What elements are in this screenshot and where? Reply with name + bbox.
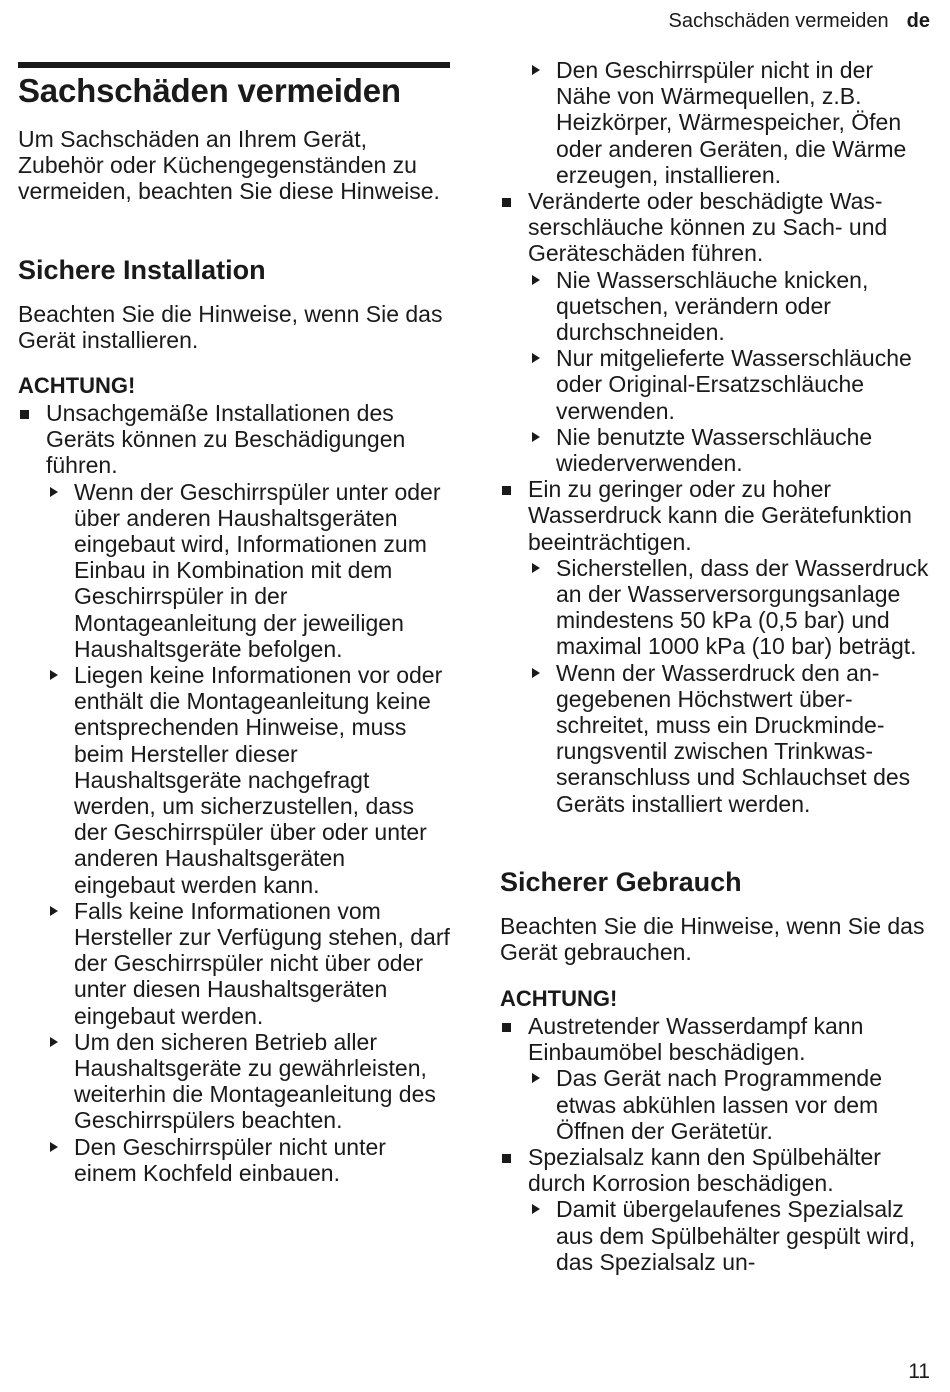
action-item — [528, 424, 932, 476]
action-item — [528, 1196, 932, 1275]
triangle-bullet-icon — [532, 275, 540, 285]
hazard-text: Spezialsalz kann den Spülbehälter durch Korrosion beschädigen. — [528, 1144, 881, 1197]
action-text: Nie Wasserschläuche knicken, quetschen, verändern oder durchschneiden. — [556, 266, 869, 346]
action-item — [46, 1134, 450, 1186]
triangle-bullet-icon — [50, 670, 58, 680]
header-section-title: Sachschäden vermeiden — [668, 10, 889, 32]
action-list — [528, 555, 932, 817]
triangle-bullet-icon — [50, 487, 58, 497]
triangle-bullet-icon — [532, 353, 540, 363]
triangle-bullet-icon — [50, 906, 58, 916]
triangle-bullet-icon — [532, 432, 540, 442]
action-text: Den Geschirrspüler nicht in der Nähe von Wärmequellen, z.B. Heizkörper, Wärmespeicher, Öfen oder anderen Geräten, die Wärme erzeugen, installieren. — [556, 57, 907, 188]
header-language-code: de — [906, 10, 930, 32]
action-item — [528, 555, 932, 660]
action-item — [528, 1065, 932, 1144]
action-item — [528, 660, 932, 817]
installation-intro: Beachten Sie die Hinweise, wenn Sie das Gerät installieren. — [18, 301, 443, 354]
usage-hazard-list — [500, 1013, 932, 1275]
usage-warning-label: ACHTUNG! — [500, 986, 618, 1011]
action-item — [528, 267, 932, 346]
action-item — [528, 345, 932, 424]
action-list-continued — [528, 57, 932, 188]
usage-heading: Sicherer Gebrauch — [500, 867, 742, 897]
triangle-bullet-icon — [532, 563, 540, 573]
hazard-text: Unsachgemäße Installationen des Geräts können zu Beschädigungen führen. — [46, 400, 406, 479]
running-header — [669, 8, 930, 34]
action-item — [46, 479, 450, 662]
installation-heading: Sichere Installation — [18, 255, 266, 285]
hazard-text: Ein zu geringer oder zu hoher Wasserdruck kann die Gerätefunktion beeinträchtigen. — [528, 476, 912, 555]
title-rule — [18, 62, 450, 68]
action-list — [528, 1196, 932, 1275]
action-text: Um den sicheren Betrieb aller Haushaltsgeräte zu gewährleisten, weiterhin die Montageanleitung des Geschirrspülers beachten. — [74, 1028, 436, 1134]
triangle-bullet-icon — [50, 1142, 58, 1152]
hazard-text: Veränderte oder beschädigte Wasserschläuche können zu Sach- und Geräteschäden führen. — [528, 188, 888, 267]
usage-intro: Beachten Sie die Hinweise, wenn Sie das Gerät gebrauchen. — [500, 913, 925, 966]
hazard-item — [500, 188, 932, 476]
triangle-bullet-icon — [532, 1204, 540, 1214]
action-item — [528, 57, 932, 188]
action-text: Damit übergelaufenes Spezialsalz aus dem Spülbehälter gespült wird, das Spezialsalz un- — [556, 1196, 916, 1275]
action-item — [46, 1029, 450, 1134]
hazard-item — [18, 400, 450, 1186]
page-number: 11 — [908, 1360, 930, 1383]
hazard-item — [500, 1144, 932, 1275]
action-text: Liegen keine Informationen vor oder enthält die Montageanleitung keine entsprechenden Hinweise, muss beim Hersteller dieser Haushaltsgeräte nachgefragt werden, um sicherzustellen, dass der Geschirrspüler über oder unter anderen Haushaltsgeräten eingebaut werden kann. — [74, 662, 443, 898]
page-title: Sachschäden vermeiden — [18, 72, 401, 109]
action-list — [46, 479, 450, 1186]
square-bullet-icon — [502, 1154, 511, 1163]
action-text: Den Geschirrspüler nicht unter einem Kochfeld einbauen. — [74, 1133, 386, 1186]
triangle-bullet-icon — [50, 1037, 58, 1047]
square-bullet-icon — [502, 198, 511, 207]
action-text: Nie benutzte Wasserschläuche wiederverwenden. — [556, 423, 873, 477]
action-text: Falls keine Informationen vom Hersteller zur Verfügung stehen, darf der Geschirrspüler nicht über oder unter diesen Haushaltsgeräten eingebaut werden. — [74, 897, 450, 1029]
triangle-bullet-icon — [532, 65, 540, 75]
intro-paragraph: Um Sachschäden an Ihrem Gerät, Zubehör oder Küchengegenständen zu vermeiden, beachten Sie diese Hinweise. — [18, 126, 440, 205]
action-text: Wenn der Wasserdruck den angegebenen Höchstwert überschreitet, muss ein Druckminderungsventil zwischen Trinkwasseranschluss und Schlauchset des Geräts installiert werden. — [556, 659, 911, 817]
installation-warning-label: ACHTUNG! — [18, 373, 136, 398]
action-text: Das Gerät nach Programmende etwas abkühlen lassen vor dem Öffnen der Gerätetür. — [556, 1065, 882, 1144]
hazard-item — [500, 476, 932, 817]
action-item — [46, 898, 450, 1029]
action-text: Wenn der Geschirrspüler unter oder über anderen Haushaltsgeräten eingebaut wird, Informationen zum Einbau in Kombination mit dem Geschirrspüler in der Montageanleitung der jeweiligen Haushaltsgeräte befolgen. — [74, 478, 441, 662]
installation-hazard-list-continued — [500, 188, 932, 817]
square-bullet-icon — [20, 410, 29, 419]
action-list — [528, 1065, 932, 1144]
hazard-item — [500, 1013, 932, 1144]
square-bullet-icon — [502, 486, 511, 495]
installation-hazard-list — [18, 400, 450, 1186]
action-text: Sicherstellen, dass der Wasserdruck an der Wasserversorgungsanlage mindestens 50 kPa (0,5 bar) und maximal 1000 kPa (10 bar) beträgt. — [556, 554, 929, 660]
action-text: Nur mitgelieferte Wasserschläuche oder Original-Ersatzschläuche verwenden. — [556, 345, 912, 424]
hazard-text: Austretender Wasserdampf kann Einbaumöbel beschädigen. — [528, 1013, 864, 1066]
triangle-bullet-icon — [532, 1073, 540, 1083]
action-item — [46, 662, 450, 898]
action-list — [528, 267, 932, 477]
square-bullet-icon — [502, 1023, 511, 1032]
triangle-bullet-icon — [532, 668, 540, 678]
